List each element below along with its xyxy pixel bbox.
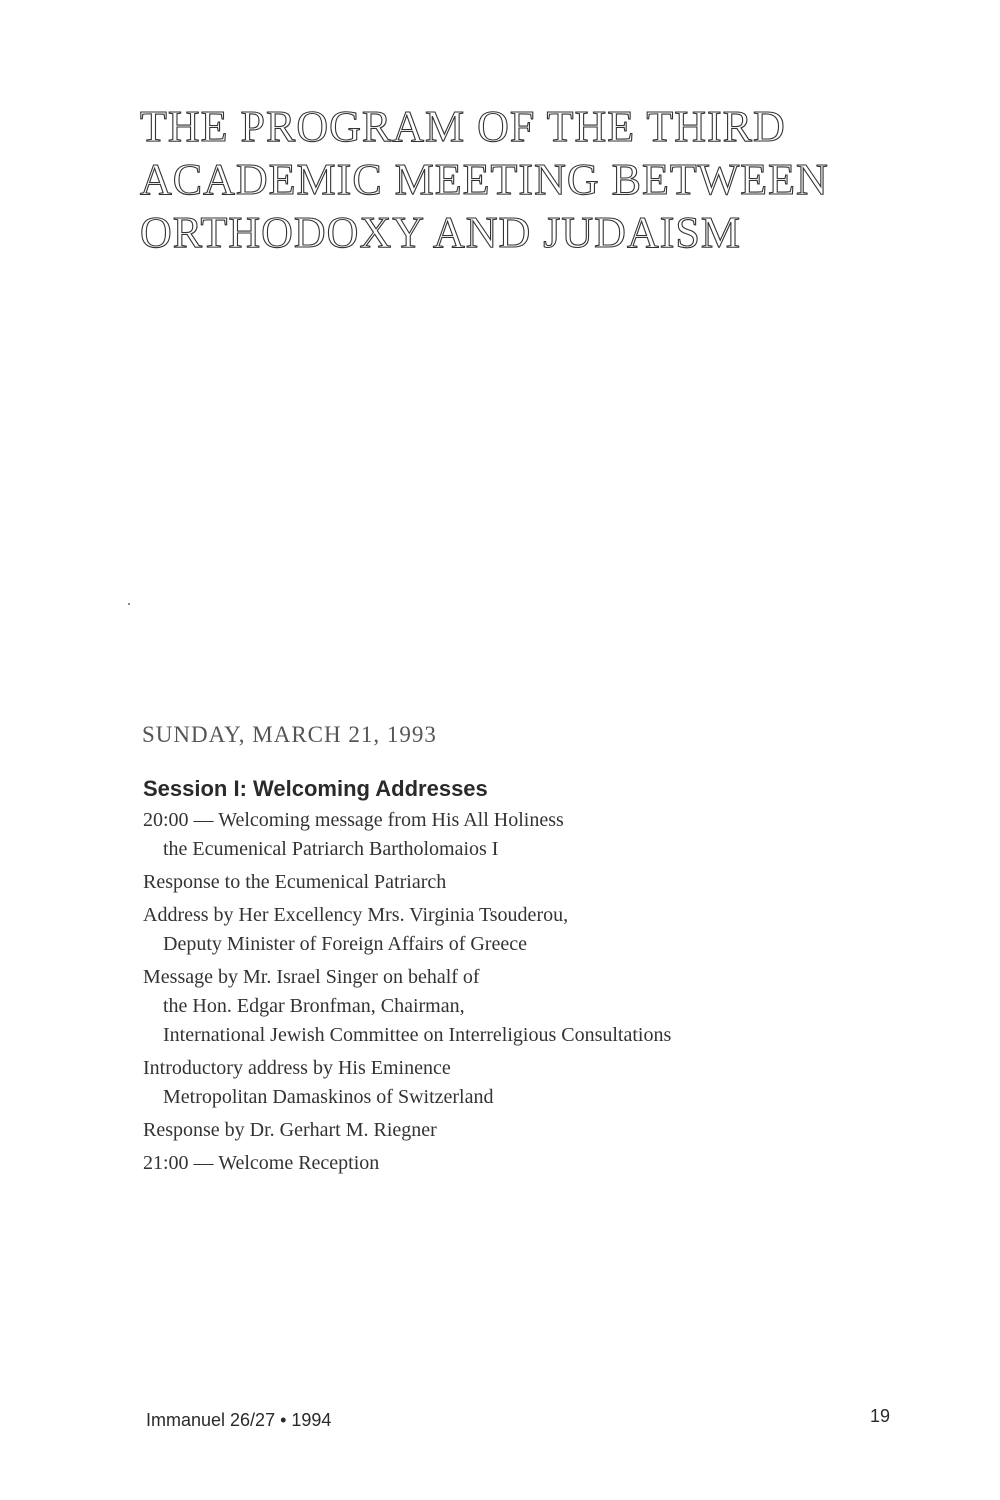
program-item xyxy=(143,963,903,1050)
program-line: the Hon. Edgar Bronfman, Chairman, xyxy=(163,995,465,1017)
program-line: International Jewish Committee on Interreligious Consultations xyxy=(163,1024,672,1046)
program-item xyxy=(143,1054,903,1112)
program-line: Message by Mr. Israel Singer on behalf of xyxy=(143,966,480,988)
journal-citation: Immanuel 26/27 • 1994 xyxy=(146,1410,332,1430)
program-line: Response to the Ecumenical Patriarch xyxy=(143,871,447,893)
page-title xyxy=(140,100,900,259)
print-speck xyxy=(128,603,130,605)
session-date: SUNDAY, MARCH 21, 1993 xyxy=(142,722,437,747)
program-item xyxy=(143,901,903,959)
page-number: 19 xyxy=(870,1406,891,1426)
program-line: Introductory address by His Eminence xyxy=(143,1057,451,1079)
title-line: THE PROGRAM OF THE THIRD xyxy=(140,102,786,151)
program-line: Address by Her Excellency Mrs. Virginia Tsouderou, xyxy=(143,904,569,926)
program-line: Response by Dr. Gerhart M. Riegner xyxy=(143,1119,437,1141)
program-line: Metropolitan Damaskinos of Switzerland xyxy=(163,1086,494,1108)
program-line: Deputy Minister of Foreign Affairs of Greece xyxy=(163,933,527,955)
program-list xyxy=(143,806,903,1182)
program-line: 20:00 — Welcoming message from His All Holiness xyxy=(143,809,564,831)
program-item xyxy=(143,1116,903,1145)
program-item xyxy=(143,1149,903,1178)
session-heading: Session I: Welcoming Addresses xyxy=(143,776,488,801)
title-line: ORTHODOXY AND JUDAISM xyxy=(140,208,741,257)
program-item xyxy=(143,806,903,864)
program-item xyxy=(143,868,903,897)
title-line: ACADEMIC MEETING BETWEEN xyxy=(140,155,829,204)
program-line: the Ecumenical Patriarch Bartholomaios I xyxy=(163,838,499,860)
program-line: 21:00 — Welcome Reception xyxy=(143,1152,380,1174)
